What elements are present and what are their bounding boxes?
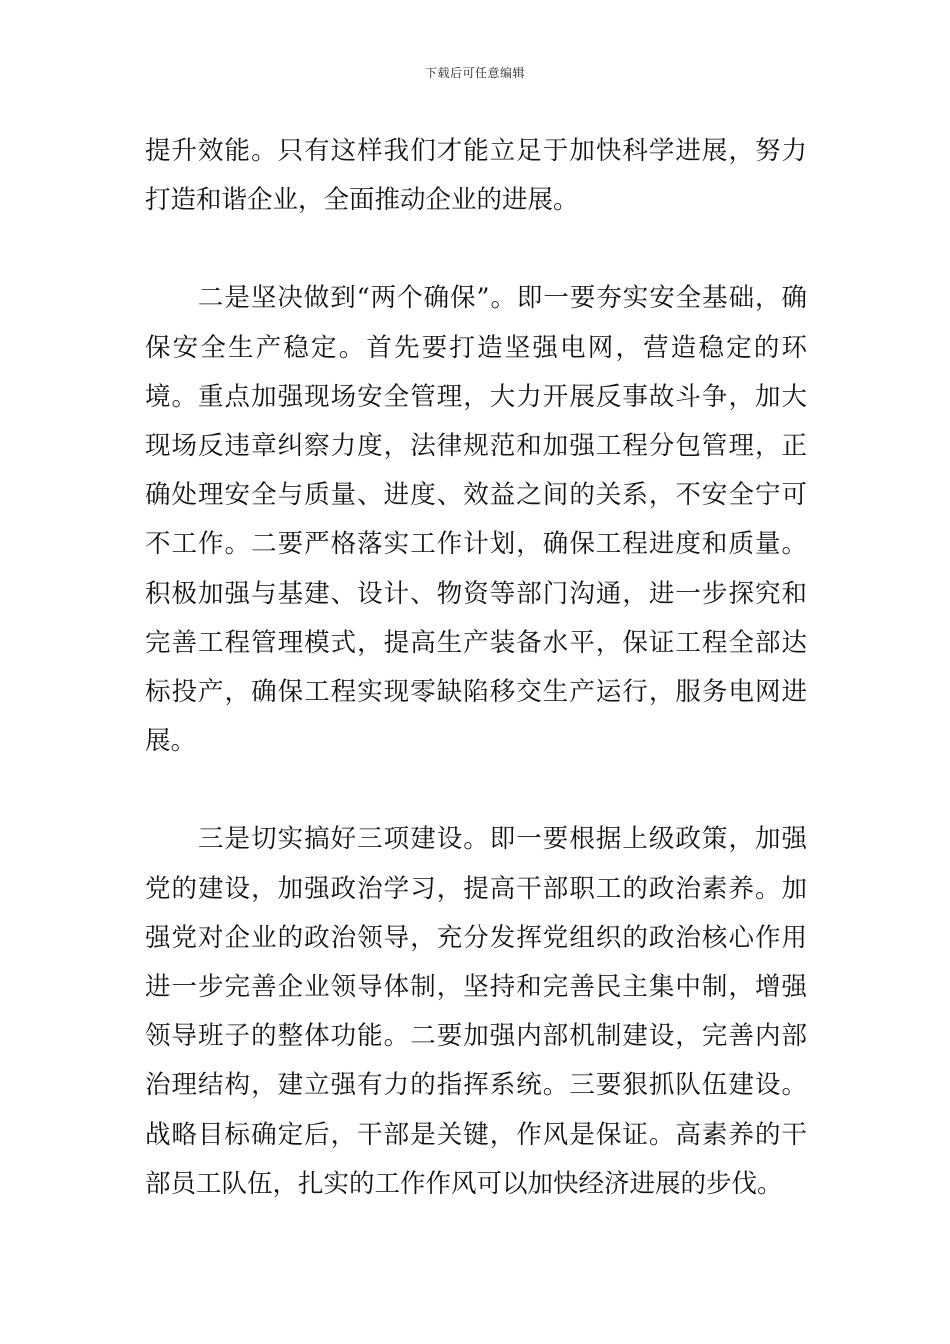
paragraph-2: 二是坚决做到“两个确保”。即一要夯实安全基础，确保安全生产稳定。首先要打造坚强电网，营造稳定的环境。重点加强现场安全管理，大力开展反事故斗争，加大现场反违章纠察力度，法律规范和加强工程分包管理，正确处理安全与质量、进度、效益之间的关系，不安全宁可不工作。二要严格落实工作计划，确保工程进度和质量。积极加强与基建、设计、物资等部门沟通，进一步探究和完善工程管理模式，提高生产装备水平，保证工程全部达标投产，确保工程实现零缺陷移交生产运行，服务电网进展。 bbox=[145, 283, 807, 757]
paragraph-1: 提升效能。只有这样我们才能立足于加快科学进展，努力打造和谐企业，全面推动企业的进展。 bbox=[145, 136, 807, 216]
page-header-note: 下载后可任意编辑 bbox=[424, 66, 525, 80]
paragraph-3: 三是切实搞好三项建设。即一要根据上级政策，加强党的建设，加强政治学习，提高干部职工的政治素养。加强党对企业的政治领导，充分发挥党组织的政治核心作用进一步完善企业领导体制，坚持和完善民主集中制，增强领导班子的整体功能。二要加强内部机制建设，完善内部治理结构，建立强有力的指挥系统。三要狠抓队伍建设。战略目标确定后，干部是关键，作风是保证。高素养的干部员工队伍，扎实的工作作风可以加快经济进展的步伐。 bbox=[145, 824, 807, 1199]
document-body bbox=[145, 127, 807, 1209]
